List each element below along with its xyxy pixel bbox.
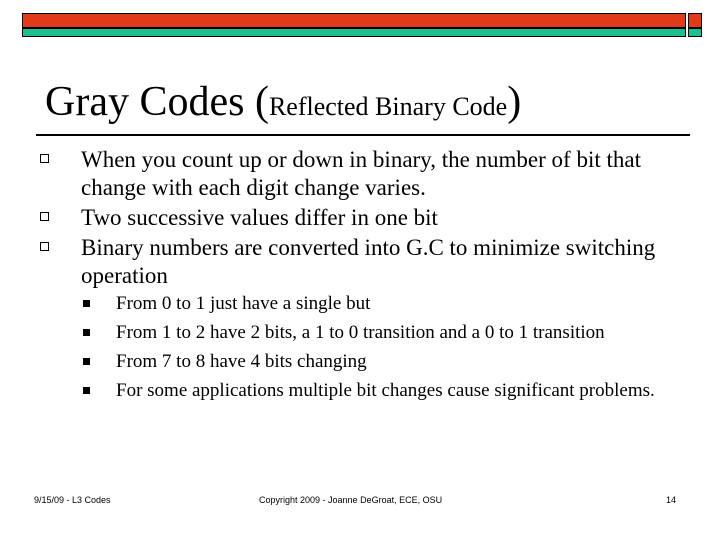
header-green-bar <box>22 28 686 37</box>
title-close: ) <box>507 79 522 125</box>
sub-bullet-item <box>82 321 682 345</box>
sub-bullet-text: For some applications multiple bit changes cause significant problems. <box>116 380 655 401</box>
sub-bullet-text: From 0 to 1 just have a single but <box>116 293 371 314</box>
filled-square-bullet-icon <box>83 300 90 307</box>
footer-copyright: Copyright 2009 - Joanne DeGroat, ECE, OSU <box>259 495 443 505</box>
bullet-item <box>40 204 700 232</box>
filled-square-bullet-icon <box>83 329 90 336</box>
header-red-square <box>688 13 702 28</box>
bullet-item <box>40 146 700 202</box>
header-green-square <box>688 28 702 37</box>
header-red-bar <box>22 13 686 28</box>
bullet-text: Two successive values differ in one bit <box>81 205 438 230</box>
bullet-item <box>40 234 700 290</box>
title-divider <box>36 134 690 136</box>
title-sub: Reflected Binary Code <box>268 92 508 121</box>
sub-bullet-item <box>82 379 682 403</box>
sub-bullet-item <box>82 292 682 316</box>
sub-bullet-text: From 7 to 8 have 4 bits changing <box>116 351 367 372</box>
sub-bullet-text: From 1 to 2 have 2 bits, a 1 to 0 transition and a 0 to 1 transition <box>116 322 605 343</box>
filled-square-bullet-icon <box>83 387 90 394</box>
hollow-square-bullet-icon <box>40 242 49 251</box>
footer-page-number: 14 <box>666 495 677 505</box>
sub-bullet-item <box>82 350 682 374</box>
hollow-square-bullet-icon <box>40 212 49 221</box>
bullet-text: Binary numbers are converted into G.C to minimize switching operation <box>81 235 656 288</box>
bullet-list <box>40 146 700 292</box>
filled-square-bullet-icon <box>83 358 90 365</box>
title-main: Gray Codes ( <box>45 79 269 125</box>
slide-title <box>45 78 521 131</box>
hollow-square-bullet-icon <box>40 154 49 163</box>
bullet-text: When you count up or down in binary, the number of bit that change with each digit change varies. <box>81 147 641 200</box>
footer-date-topic: 9/15/09 - L3 Codes <box>34 495 111 505</box>
sub-bullet-list <box>82 292 682 408</box>
